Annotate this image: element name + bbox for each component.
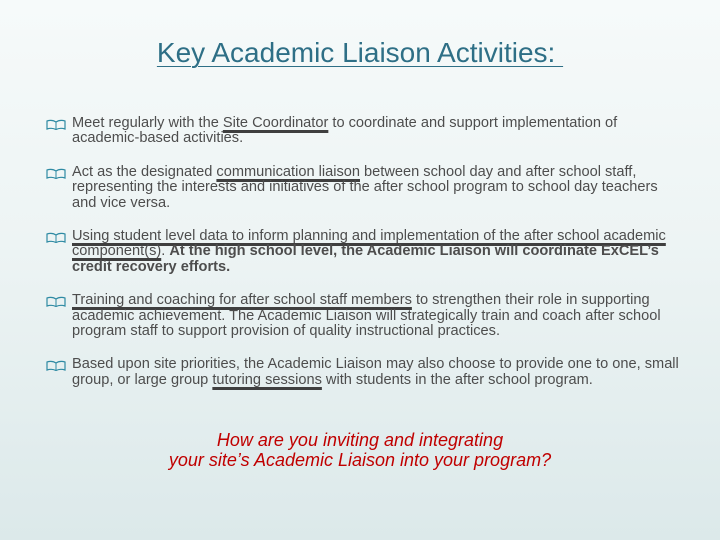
bullet-text-pre: Act as the designated <box>72 163 217 180</box>
bullet-text-pre: Meet regularly with the <box>72 115 223 131</box>
list-item <box>46 116 680 147</box>
book-icon <box>46 296 66 307</box>
list-item <box>46 293 680 339</box>
slide-title-text: Key Academic Liaison Activities: <box>156 37 564 68</box>
book-icon <box>46 360 66 371</box>
reflection-question <box>0 430 720 470</box>
bullet-bold-text: At the high school level, the Academic Liaison will coordinate ExCEL’s credit recovery efforts. <box>72 243 659 275</box>
bullet-underlined: Site Coordinator <box>222 115 329 131</box>
bullet-underlined: tutoring sessions <box>212 371 322 388</box>
bullet-text-post: to coordinate and support implementation of academic-based activities. <box>72 115 618 147</box>
book-icon <box>46 119 66 130</box>
activity-list <box>46 116 680 388</box>
bullet-text-pre: Based upon site priorities, the Academic Liaison may also choose to provide one to one, small group, or large group <box>72 356 679 388</box>
bullet-text-post: with students in the after school program. <box>321 371 593 388</box>
bullet-text-post: . <box>161 243 170 260</box>
question-line-1: How are you inviting and integrating <box>216 430 504 450</box>
list-item <box>46 229 680 275</box>
bullet-underlined: communication liaison <box>216 163 360 180</box>
bullet-underlined: Training and coaching for after school staff members <box>72 292 412 309</box>
slide-title <box>0 36 720 70</box>
question-line-2: your site’s Academic Liaison into your program? <box>168 450 552 470</box>
book-icon <box>46 232 66 243</box>
list-item <box>46 357 680 388</box>
bullet-text-post: to strengthen their role in supporting academic achievement. The Academic Liaison will strategically train and coach after school program staff to support provision of quality instructional practices. <box>72 292 661 340</box>
bullet-underlined: Using student level data to inform planning and implementation of the after school academic component(s) <box>72 228 666 260</box>
bullet-text-post: between school day and after school staff, representing the interests and initiatives of the after school program to school day teachers and vice versa. <box>72 163 658 211</box>
book-icon <box>46 168 66 179</box>
list-item <box>46 165 680 211</box>
